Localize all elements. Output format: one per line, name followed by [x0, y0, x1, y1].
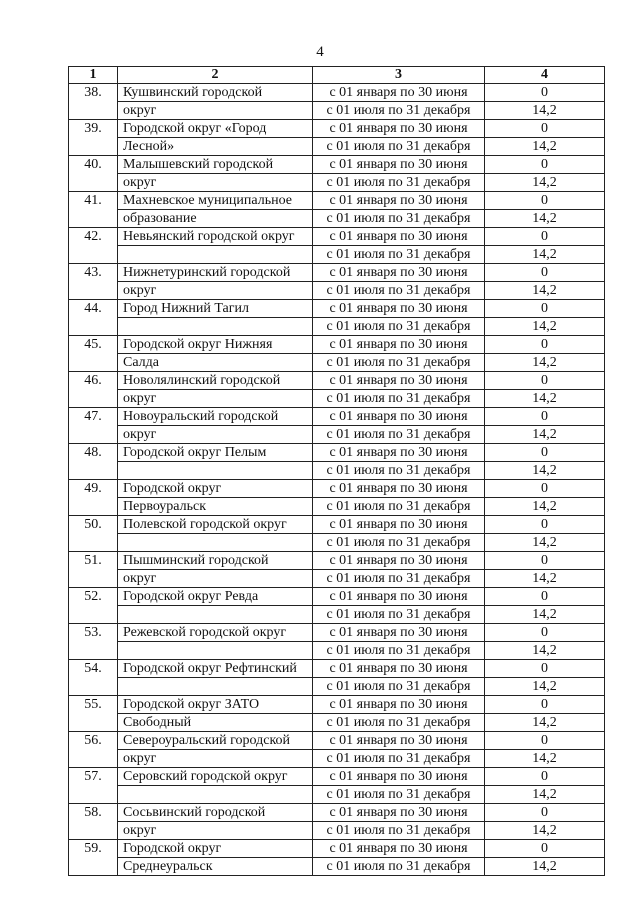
table-row [69, 246, 605, 264]
period-second-half: с 01 июля по 31 декабря [313, 318, 485, 336]
municipality-name-line: Пышминский городской [118, 552, 313, 570]
rate-first-half: 0 [485, 660, 605, 678]
table-row [69, 120, 605, 138]
rate-second-half: 14,2 [485, 534, 605, 552]
rate-second-half: 14,2 [485, 102, 605, 120]
row-number: 59. [69, 840, 118, 876]
table-row [69, 408, 605, 426]
period-first-half: с 01 января по 30 июня [313, 372, 485, 390]
period-first-half: с 01 января по 30 июня [313, 768, 485, 786]
municipality-name-line: округ [118, 570, 313, 588]
period-first-half: с 01 января по 30 июня [313, 228, 485, 246]
table-row [69, 192, 605, 210]
table-row [69, 462, 605, 480]
rate-first-half: 0 [485, 120, 605, 138]
municipality-name-line: округ [118, 102, 313, 120]
period-first-half: с 01 января по 30 июня [313, 660, 485, 678]
rate-second-half: 14,2 [485, 498, 605, 516]
row-number: 54. [69, 660, 118, 696]
row-number: 51. [69, 552, 118, 588]
rate-first-half: 0 [485, 156, 605, 174]
table-row [69, 642, 605, 660]
column-header: 3 [313, 67, 485, 84]
period-second-half: с 01 июля по 31 декабря [313, 642, 485, 660]
table-row [69, 678, 605, 696]
municipality-name-line: Свободный [118, 714, 313, 732]
table-row [69, 516, 605, 534]
table-row [69, 84, 605, 102]
table-row [69, 804, 605, 822]
table-row [69, 606, 605, 624]
rate-second-half: 14,2 [485, 786, 605, 804]
page-number: 4 [316, 44, 324, 60]
municipality-name-line [118, 642, 313, 660]
municipality-name-line: Режевской городской округ [118, 624, 313, 642]
municipality-name-line: округ [118, 750, 313, 768]
table-row [69, 426, 605, 444]
table-row [69, 138, 605, 156]
period-first-half: с 01 января по 30 июня [313, 264, 485, 282]
municipality-name-line [118, 462, 313, 480]
period-second-half: с 01 июля по 31 декабря [313, 426, 485, 444]
period-first-half: с 01 января по 30 июня [313, 516, 485, 534]
municipality-name-line [118, 678, 313, 696]
row-number: 42. [69, 228, 118, 264]
rate-second-half: 14,2 [485, 570, 605, 588]
period-first-half: с 01 января по 30 июня [313, 552, 485, 570]
table-row [69, 390, 605, 408]
table-row [69, 786, 605, 804]
table-row [69, 588, 605, 606]
table-row [69, 624, 605, 642]
table-row [69, 300, 605, 318]
period-second-half: с 01 июля по 31 декабря [313, 858, 485, 876]
municipality-name-line [118, 606, 313, 624]
rate-second-half: 14,2 [485, 354, 605, 372]
municipality-name-line: округ [118, 174, 313, 192]
rate-second-half: 14,2 [485, 246, 605, 264]
rate-first-half: 0 [485, 444, 605, 462]
municipality-name-line: образование [118, 210, 313, 228]
period-second-half: с 01 июля по 31 декабря [313, 534, 485, 552]
table-row [69, 480, 605, 498]
municipality-name-line: Новолялинский городской [118, 372, 313, 390]
row-number: 38. [69, 84, 118, 120]
municipality-name-line: Кушвинский городской [118, 84, 313, 102]
municipality-name-line: Городской округ Нижняя [118, 336, 313, 354]
table-row [69, 570, 605, 588]
period-second-half: с 01 июля по 31 декабря [313, 714, 485, 732]
period-first-half: с 01 января по 30 июня [313, 336, 485, 354]
period-first-half: с 01 января по 30 июня [313, 732, 485, 750]
period-second-half: с 01 июля по 31 декабря [313, 606, 485, 624]
period-second-half: с 01 июля по 31 декабря [313, 210, 485, 228]
rate-first-half: 0 [485, 768, 605, 786]
period-first-half: с 01 января по 30 июня [313, 588, 485, 606]
row-number: 50. [69, 516, 118, 552]
table-body [69, 67, 605, 876]
period-second-half: с 01 июля по 31 декабря [313, 246, 485, 264]
row-number: 46. [69, 372, 118, 408]
column-header: 4 [485, 67, 605, 84]
rate-second-half: 14,2 [485, 318, 605, 336]
municipality-name-line: Городской округ Пелым [118, 444, 313, 462]
rate-first-half: 0 [485, 804, 605, 822]
row-number: 53. [69, 624, 118, 660]
rate-first-half: 0 [485, 516, 605, 534]
rate-second-half: 14,2 [485, 210, 605, 228]
rate-first-half: 0 [485, 372, 605, 390]
row-number: 39. [69, 120, 118, 156]
period-first-half: с 01 января по 30 июня [313, 300, 485, 318]
rate-first-half: 0 [485, 336, 605, 354]
period-second-half: с 01 июля по 31 декабря [313, 282, 485, 300]
period-second-half: с 01 июля по 31 декабря [313, 786, 485, 804]
period-first-half: с 01 января по 30 июня [313, 804, 485, 822]
table-row [69, 750, 605, 768]
header-row [69, 67, 605, 84]
rate-second-half: 14,2 [485, 822, 605, 840]
rate-second-half: 14,2 [485, 642, 605, 660]
municipality-name-line: Новоуральский городской [118, 408, 313, 426]
row-number: 48. [69, 444, 118, 480]
rate-first-half: 0 [485, 732, 605, 750]
table-row [69, 822, 605, 840]
rate-second-half: 14,2 [485, 138, 605, 156]
table-row [69, 318, 605, 336]
rate-second-half: 14,2 [485, 678, 605, 696]
municipality-name-line: Серовский городской округ [118, 768, 313, 786]
column-header: 2 [118, 67, 313, 84]
period-first-half: с 01 января по 30 июня [313, 192, 485, 210]
rate-first-half: 0 [485, 624, 605, 642]
municipality-name-line [118, 246, 313, 264]
municipality-name-line [118, 534, 313, 552]
row-number: 57. [69, 768, 118, 804]
period-first-half: с 01 января по 30 июня [313, 840, 485, 858]
table-row [69, 714, 605, 732]
rate-second-half: 14,2 [485, 858, 605, 876]
period-second-half: с 01 июля по 31 декабря [313, 174, 485, 192]
rate-second-half: 14,2 [485, 714, 605, 732]
row-number: 45. [69, 336, 118, 372]
rate-first-half: 0 [485, 228, 605, 246]
period-first-half: с 01 января по 30 июня [313, 408, 485, 426]
period-first-half: с 01 января по 30 июня [313, 696, 485, 714]
table-row [69, 858, 605, 876]
period-second-half: с 01 июля по 31 декабря [313, 102, 485, 120]
table-row [69, 372, 605, 390]
municipality-name-line: Городской округ [118, 840, 313, 858]
table-row [69, 156, 605, 174]
period-first-half: с 01 января по 30 июня [313, 120, 485, 138]
rate-first-half: 0 [485, 408, 605, 426]
period-first-half: с 01 января по 30 июня [313, 84, 485, 102]
period-first-half: с 01 января по 30 июня [313, 624, 485, 642]
municipality-name-line: Полевской городской округ [118, 516, 313, 534]
table-row [69, 552, 605, 570]
municipality-name-line [118, 786, 313, 804]
table-row [69, 228, 605, 246]
row-number: 40. [69, 156, 118, 192]
rate-first-half: 0 [485, 192, 605, 210]
rate-first-half: 0 [485, 840, 605, 858]
row-number: 47. [69, 408, 118, 444]
row-number: 49. [69, 480, 118, 516]
period-second-half: с 01 июля по 31 декабря [313, 750, 485, 768]
municipality-name-line: Город Нижний Тагил [118, 300, 313, 318]
municipality-name-line: Сосьвинский городской [118, 804, 313, 822]
row-number: 41. [69, 192, 118, 228]
municipality-name-line: Городской округ Рефтинский [118, 660, 313, 678]
municipality-name-line: Невьянский городской округ [118, 228, 313, 246]
row-number: 52. [69, 588, 118, 624]
municipality-name-line: Салда [118, 354, 313, 372]
municipality-name-line: Городской округ Ревда [118, 588, 313, 606]
municipality-name-line: Городской округ ЗАТО [118, 696, 313, 714]
rate-first-half: 0 [485, 84, 605, 102]
period-second-half: с 01 июля по 31 декабря [313, 354, 485, 372]
row-number: 43. [69, 264, 118, 300]
table-row [69, 102, 605, 120]
row-number: 56. [69, 732, 118, 768]
municipality-name-line: Нижнетуринский городской [118, 264, 313, 282]
column-header: 1 [69, 67, 118, 84]
municipality-name-line: округ [118, 282, 313, 300]
municipality-name-line: округ [118, 822, 313, 840]
municipality-name-line: Городской округ [118, 480, 313, 498]
period-first-half: с 01 января по 30 июня [313, 156, 485, 174]
municipality-name-line: Городской округ «Город [118, 120, 313, 138]
table-row [69, 282, 605, 300]
rate-first-half: 0 [485, 300, 605, 318]
municipality-name-line: Среднеуральск [118, 858, 313, 876]
rate-second-half: 14,2 [485, 390, 605, 408]
rate-first-half: 0 [485, 552, 605, 570]
period-second-half: с 01 июля по 31 декабря [313, 390, 485, 408]
table-row [69, 840, 605, 858]
municipality-name-line: округ [118, 426, 313, 444]
table-row [69, 210, 605, 228]
rate-second-half: 14,2 [485, 282, 605, 300]
municipality-name-line: Лесной» [118, 138, 313, 156]
table-row [69, 660, 605, 678]
rate-second-half: 14,2 [485, 750, 605, 768]
period-second-half: с 01 июля по 31 декабря [313, 570, 485, 588]
table-row [69, 174, 605, 192]
table-row [69, 696, 605, 714]
municipality-name-line: округ [118, 390, 313, 408]
municipality-name-line [118, 318, 313, 336]
row-number: 44. [69, 300, 118, 336]
table-row [69, 534, 605, 552]
rate-first-half: 0 [485, 480, 605, 498]
table-row [69, 732, 605, 750]
period-second-half: с 01 июля по 31 декабря [313, 822, 485, 840]
table-row [69, 768, 605, 786]
period-first-half: с 01 января по 30 июня [313, 444, 485, 462]
table-row [69, 444, 605, 462]
rate-second-half: 14,2 [485, 174, 605, 192]
period-second-half: с 01 июля по 31 декабря [313, 498, 485, 516]
rate-second-half: 14,2 [485, 606, 605, 624]
table-row [69, 336, 605, 354]
rate-second-half: 14,2 [485, 462, 605, 480]
period-second-half: с 01 июля по 31 декабря [313, 678, 485, 696]
table-row [69, 354, 605, 372]
table-row [69, 264, 605, 282]
rate-first-half: 0 [485, 588, 605, 606]
municipality-name-line: Махневское муниципальное [118, 192, 313, 210]
period-second-half: с 01 июля по 31 декабря [313, 138, 485, 156]
rate-second-half: 14,2 [485, 426, 605, 444]
municipality-table [68, 66, 605, 876]
municipality-name-line: Североуральский городской [118, 732, 313, 750]
rate-first-half: 0 [485, 264, 605, 282]
row-number: 58. [69, 804, 118, 840]
table-row [69, 498, 605, 516]
rate-first-half: 0 [485, 696, 605, 714]
municipality-name-line: Малышевский городской [118, 156, 313, 174]
row-number: 55. [69, 696, 118, 732]
period-first-half: с 01 января по 30 июня [313, 480, 485, 498]
municipality-name-line: Первоуральск [118, 498, 313, 516]
period-second-half: с 01 июля по 31 декабря [313, 462, 485, 480]
